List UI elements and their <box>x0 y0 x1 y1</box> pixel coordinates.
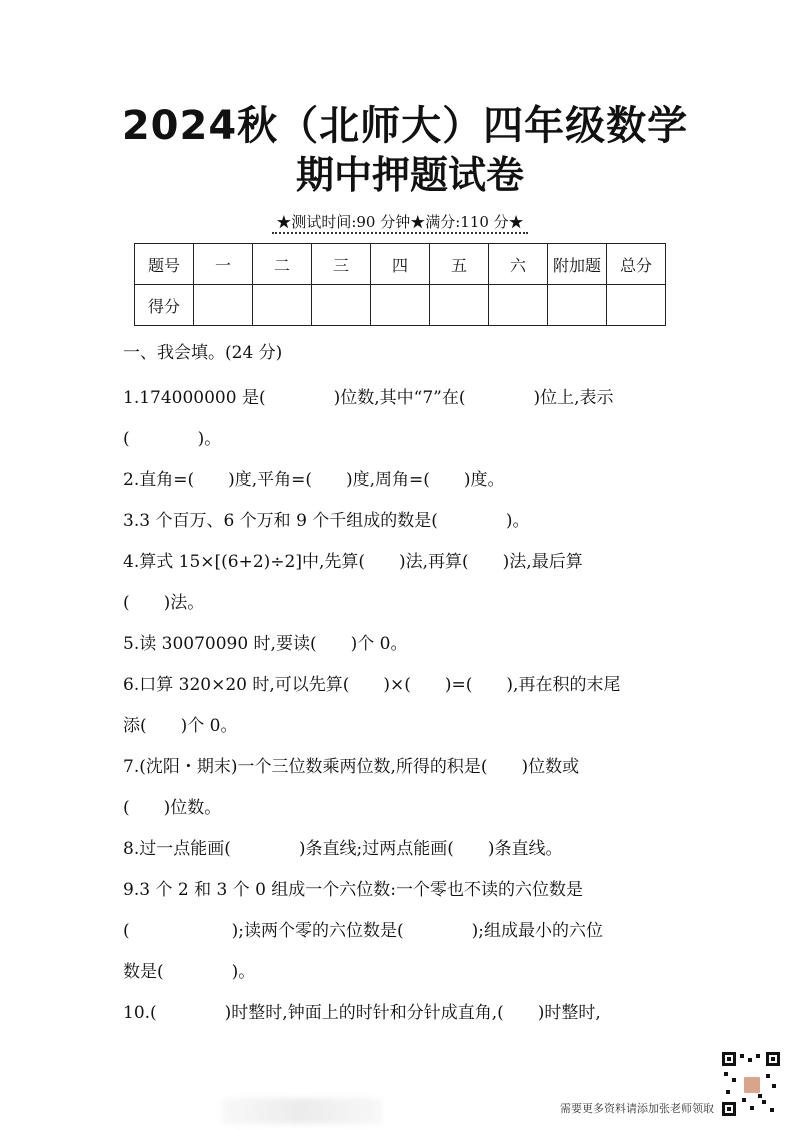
question-9 <box>123 870 683 993</box>
score-blank <box>607 285 666 326</box>
qr-module <box>732 1078 736 1082</box>
qr-module <box>742 1098 746 1102</box>
score-blank <box>548 285 607 326</box>
section-heading: 一、我会填。(24 分) <box>123 343 283 363</box>
question-line: 6.口算 320×20 时,可以先算( )×( )=( ),再在积的末尾 <box>123 675 621 695</box>
question-line: 数是( )。 <box>123 962 256 982</box>
question-line: ( )法。 <box>123 593 205 613</box>
score-cell-3: 三 <box>312 244 371 285</box>
question-line: 8.过一点能画( )条直线;过两点能画( )条直线。 <box>123 839 563 859</box>
score-blank <box>253 285 312 326</box>
score-cell-4: 四 <box>371 244 430 285</box>
question-line: 4.算式 15×[(6+2)÷2]中,先算( )法,再算( )法,最后算 <box>123 552 583 572</box>
question-section <box>123 336 683 1034</box>
question-5 <box>123 624 683 665</box>
qr-module <box>762 1100 766 1104</box>
question-8 <box>123 829 683 870</box>
qr-code-icon[interactable] <box>722 1052 780 1116</box>
title-line-2: 期中押题试卷 <box>295 153 524 197</box>
qr-module <box>748 1058 752 1062</box>
score-table-header-row <box>135 244 666 285</box>
qr-module <box>724 1072 728 1076</box>
question-line: ( )。 <box>123 429 222 449</box>
qr-module <box>758 1094 762 1098</box>
score-cell-1: 一 <box>194 244 253 285</box>
score-table <box>134 243 666 326</box>
title-line-1: 2024秋（北师大）四年级数学 <box>121 103 689 149</box>
question-line: 添( )个 0。 <box>123 716 238 736</box>
score-blank <box>489 285 548 326</box>
question-1 <box>123 378 683 460</box>
score-blank <box>430 285 489 326</box>
qr-module <box>740 1054 744 1058</box>
question-7 <box>123 747 683 829</box>
faint-smudge <box>222 1098 382 1124</box>
question-2 <box>123 460 683 501</box>
question-line: 2.直角=( )度,平角=( )度,周角=( )度。 <box>123 470 505 490</box>
score-blank <box>312 285 371 326</box>
exam-info <box>0 210 800 234</box>
score-table-score-row <box>135 285 666 326</box>
score-cell-bonus: 附加题 <box>548 244 607 285</box>
question-10 <box>123 993 683 1034</box>
score-cell-label: 题号 <box>135 244 194 285</box>
question-line: 10.( )时整时,钟面上的时针和分针成直角,( )时整时, <box>123 1003 601 1023</box>
score-row-label: 得分 <box>135 285 194 326</box>
score-cell-5: 五 <box>430 244 489 285</box>
qr-module <box>750 1106 754 1110</box>
question-line: 9.3 个 2 和 3 个 0 组成一个六位数:一个零也不读的六位数是 <box>123 880 584 900</box>
qr-module <box>772 1084 776 1088</box>
question-line: 3.3 个百万、6 个万和 9 个千组成的数是( )。 <box>123 511 530 531</box>
question-4 <box>123 542 683 624</box>
qr-finder <box>766 1052 780 1066</box>
question-line: ( )位数。 <box>123 798 222 818</box>
qr-module <box>726 1090 730 1094</box>
qr-module <box>766 1074 770 1078</box>
question-6 <box>123 665 683 747</box>
qr-module <box>770 1108 774 1112</box>
exam-info-text: ★测试时间:90 分钟★满分:110 分★ <box>272 213 527 234</box>
qr-finder <box>722 1102 736 1116</box>
avatar <box>743 1076 761 1094</box>
score-cell-total: 总分 <box>607 244 666 285</box>
qr-module <box>756 1054 760 1058</box>
score-cell-6: 六 <box>489 244 548 285</box>
question-line: ( );读两个零的六位数是( );组成最小的六位 <box>123 921 603 941</box>
question-line: 7.(沈阳・期末)一个三位数乘两位数,所得的积是( )位数或 <box>123 757 580 777</box>
question-line: 1.174000000 是( )位数,其中“7”在( )位上,表示 <box>123 388 614 408</box>
question-line: 5.读 30070090 时,要读( )个 0。 <box>123 634 408 654</box>
score-cell-2: 二 <box>253 244 312 285</box>
score-blank <box>194 285 253 326</box>
qr-finder <box>722 1052 736 1066</box>
footer-note: 需要更多资料请添加张老师领取 <box>560 1102 714 1115</box>
question-3 <box>123 501 683 542</box>
score-blank <box>371 285 430 326</box>
